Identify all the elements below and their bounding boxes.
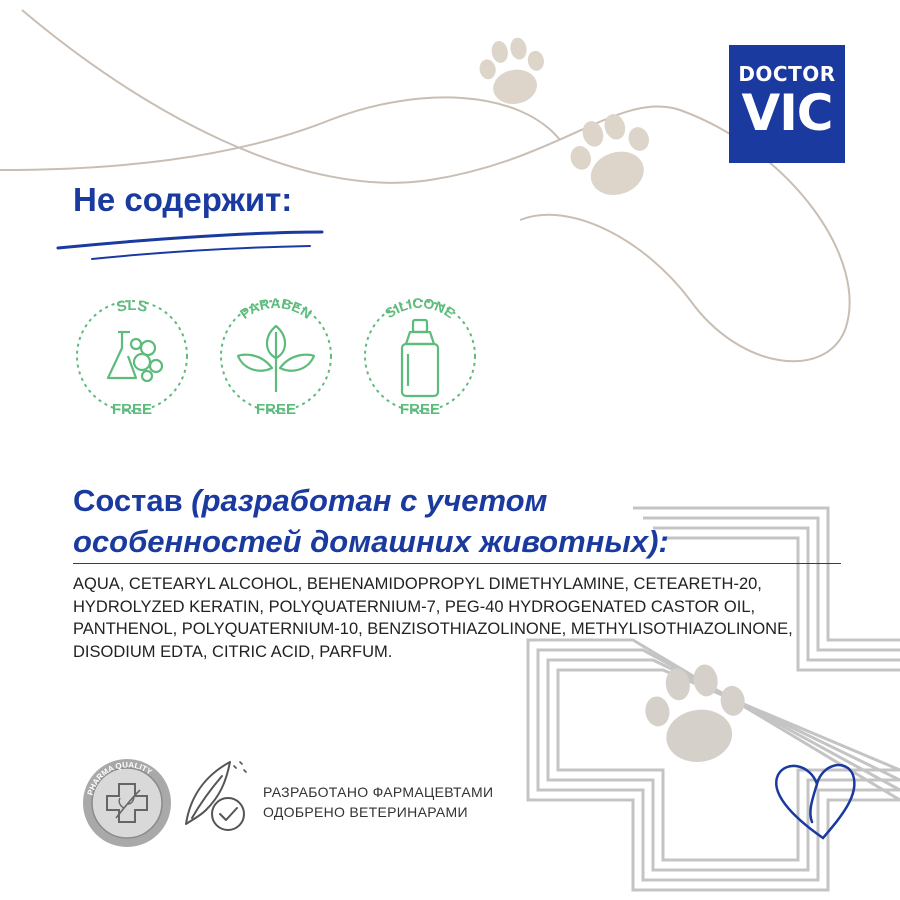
tube-icon (402, 320, 438, 396)
svg-text:SILICONE (382, 296, 458, 321)
pharma-claim-line1: РАЗРАБОТАНО ФАРМАЦЕВТАМИ (263, 784, 494, 800)
medical-cross-outline (528, 508, 900, 890)
composition-title-bold: Состав (73, 483, 183, 518)
composition-title-italic: (разработан с учетом особенностей домашних животных): (73, 483, 669, 559)
badge-top-label: PARABEN (236, 296, 315, 322)
silicone-free-badge (360, 296, 480, 416)
brand-logo (729, 45, 845, 163)
composition-title (73, 480, 773, 562)
paw-print-icon (475, 34, 550, 109)
brand-logo-line1: DOCTOR (738, 62, 836, 86)
paraben-free-badge (216, 296, 336, 416)
free-of-heading: Не содержит: (73, 181, 293, 218)
svg-text:SLS (115, 297, 149, 316)
pharma-claims (263, 782, 493, 822)
leaf-icon (238, 326, 314, 392)
feather-check-icon (170, 752, 260, 842)
brand-logo-line2: VIC (741, 84, 833, 142)
seal-label: PHARMA QUALITY (85, 760, 154, 797)
decorative-curve (0, 97, 560, 170)
badge-bottom-label: FREE (111, 401, 153, 416)
badge-top-label: SILICONE (382, 296, 458, 322)
ingredients-list: AQUA, CETEARYL ALCOHOL, BEHENAMIDOPROPYL DIMETHYLAMINE, CETEARETH-20, HYDROLYZED KERATIN, POLYQUATERNIUM-7, PEG-40 HYDROGENATED CASTOR OIL, PANTHENOL, POLYQUATERNIUM-10, BENZISOTHIAZOLINONE, METHYLISOTHIAZOLINONE, DISODIUM EDTA, CITRIC ACID, PARFUM. (73, 575, 793, 661)
sls-free-badge (72, 296, 192, 416)
badge-ring (77, 301, 187, 411)
badge-bottom-label: FREE (255, 401, 297, 416)
composition-divider (73, 563, 841, 564)
paw-print-icon (561, 105, 662, 205)
paw-print-icon (640, 660, 752, 769)
pharma-claim-line2: ОДОБРЕНО ВЕТЕРИНАРАМИ (263, 804, 468, 820)
pharma-quality-seal (72, 748, 182, 858)
badge-ring (365, 301, 475, 411)
badge-top-label: SLS (114, 297, 150, 316)
badge-bottom-label: FREE (399, 401, 441, 416)
svg-text:PARABEN (237, 296, 315, 322)
heart-icon (776, 765, 854, 838)
flask-icon (108, 332, 162, 381)
